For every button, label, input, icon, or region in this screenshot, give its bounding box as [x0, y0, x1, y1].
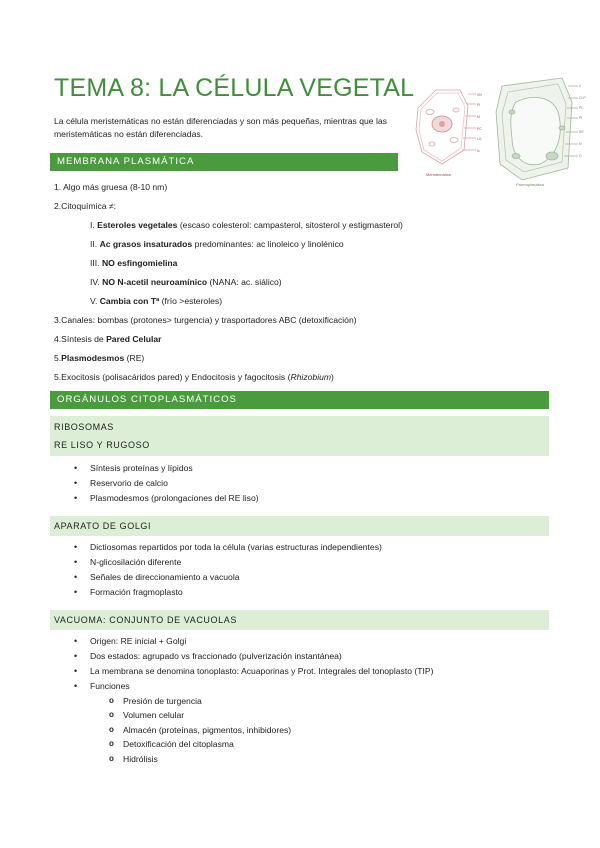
- list-item: • Funciones: [74, 679, 433, 694]
- parenchymatic-caption: Parenquimática: [516, 182, 544, 187]
- svg-text:V: V: [579, 84, 582, 88]
- subheading-re: RE LISO Y RUGOSO: [54, 440, 150, 450]
- membrana-item-2: 2.Citoquímica ≠:: [54, 201, 117, 211]
- svg-text:Pl: Pl: [477, 103, 481, 107]
- ribosomas-re-band: [50, 416, 549, 456]
- re-list: [74, 461, 259, 506]
- section-header-organulos: ORGÁNULOS CITOPLASMÁTICOS: [50, 391, 549, 409]
- svg-text:Pl: Pl: [579, 116, 583, 120]
- list-item: • N-glicosilación diferente: [74, 555, 382, 570]
- citoquimica-sub-4: IV. NO N-acetil neuroamínico (NANA: ac. siálico): [90, 277, 282, 287]
- svg-text:CLP: CLP: [579, 96, 586, 100]
- subheading-vacuoma: VACUOMA: CONJUNTO DE VACUOLAS: [54, 615, 237, 625]
- svg-text:N: N: [477, 149, 480, 153]
- list-item: o Detoxificación del citoplasma: [109, 737, 291, 751]
- list-item: • Señales de direccionamiento a vacuola: [74, 570, 382, 585]
- membrana-item-3: 3.Canales: bombas (protones> turgencia) y trasportadores ABC (detoxificación): [54, 315, 357, 325]
- citoquimica-sub-2: II. Ac grasos insaturados predominantes: ac linoleico y linolénico: [90, 239, 344, 249]
- membrana-item-5: 5.Plasmodesmos (RE): [54, 353, 145, 363]
- vacuoma-band: [50, 610, 549, 630]
- cell-illustrations: [412, 72, 590, 190]
- golgi-list: [74, 540, 382, 600]
- list-item: o Almacén (proteínas, pigmentos, inhibidores): [109, 723, 291, 737]
- citoquimica-sub-1: I. Esteroles vegetales (escaso colesterol: campasterol, sitosterol y estigmasterol): [90, 220, 403, 230]
- vacuoma-list: [74, 634, 433, 694]
- svg-text:G: G: [579, 154, 582, 158]
- parenchymatic-cell-drawing: [496, 78, 578, 180]
- list-item: o Presión de turgencia: [109, 694, 291, 708]
- svg-text:RE: RE: [579, 130, 584, 134]
- list-item: • Formación fragmoplasto: [74, 585, 382, 600]
- subheading-golgi: APARATO DE GOLGI: [54, 521, 152, 531]
- svg-text:LG: LG: [477, 137, 482, 141]
- page-title: TEMA 8: LA CÉLULA VEGETAL: [54, 74, 415, 102]
- cell-diagram-figure: [412, 72, 590, 190]
- list-item: • Síntesis proteínas y lípidos: [74, 461, 259, 476]
- funciones-list: [109, 694, 291, 766]
- membrana-item-1: 1. Algo más gruesa (8-10 nm): [54, 182, 168, 192]
- list-item: o Volumen celular: [109, 708, 291, 722]
- svg-text:VN: VN: [477, 93, 482, 97]
- golgi-band: [50, 516, 549, 536]
- svg-text:PC: PC: [477, 127, 482, 131]
- svg-text:N: N: [579, 142, 582, 146]
- list-item: • Origen: RE inicial + Golgi: [74, 634, 433, 649]
- list-item: • Dictiosomas repartidos por toda la célula (varias estructuras independientes): [74, 540, 382, 555]
- meristematic-cell-drawing: [416, 90, 476, 164]
- citoquimica-sub-5: V. Cambia con Tª (frío >esteroles): [90, 296, 223, 306]
- svg-text:M: M: [477, 115, 480, 119]
- list-item: • La membrana se denomina tonoplasto: Acuaporinas y Prot. Integrales del tonoplasto (TIP): [74, 664, 433, 679]
- subheading-ribosomas: RIBOSOMAS: [54, 422, 114, 432]
- list-item: • Dos estados: agrupado vs fraccionado (pulverización instantánea): [74, 649, 433, 664]
- list-item: • Reservorio de calcio: [74, 476, 259, 491]
- citoquimica-sub-3: III. NO esfingomielina: [90, 258, 178, 268]
- intro-paragraph: La célula meristemáticas no están diferenciadas y son más pequeñas, mientras que las meristemáticas no están diferenciadas.: [54, 116, 387, 139]
- section-header-membrana: MEMBRANA PLASMÁTICA: [50, 153, 398, 171]
- membrana-item-6: 5.Exocitosis (polisacáridos pared) y Endocitosis y fagocitosis (Rhizobium): [54, 372, 334, 382]
- meristematic-caption: Meristemática: [426, 172, 451, 177]
- list-item: o Hidrólisis: [109, 752, 291, 766]
- membrana-item-4: 4.Síntesis de Pared Celular: [54, 334, 162, 344]
- svg-text:PC: PC: [579, 106, 584, 110]
- list-item: • Plasmodesmos (prolongaciones del RE liso): [74, 491, 259, 506]
